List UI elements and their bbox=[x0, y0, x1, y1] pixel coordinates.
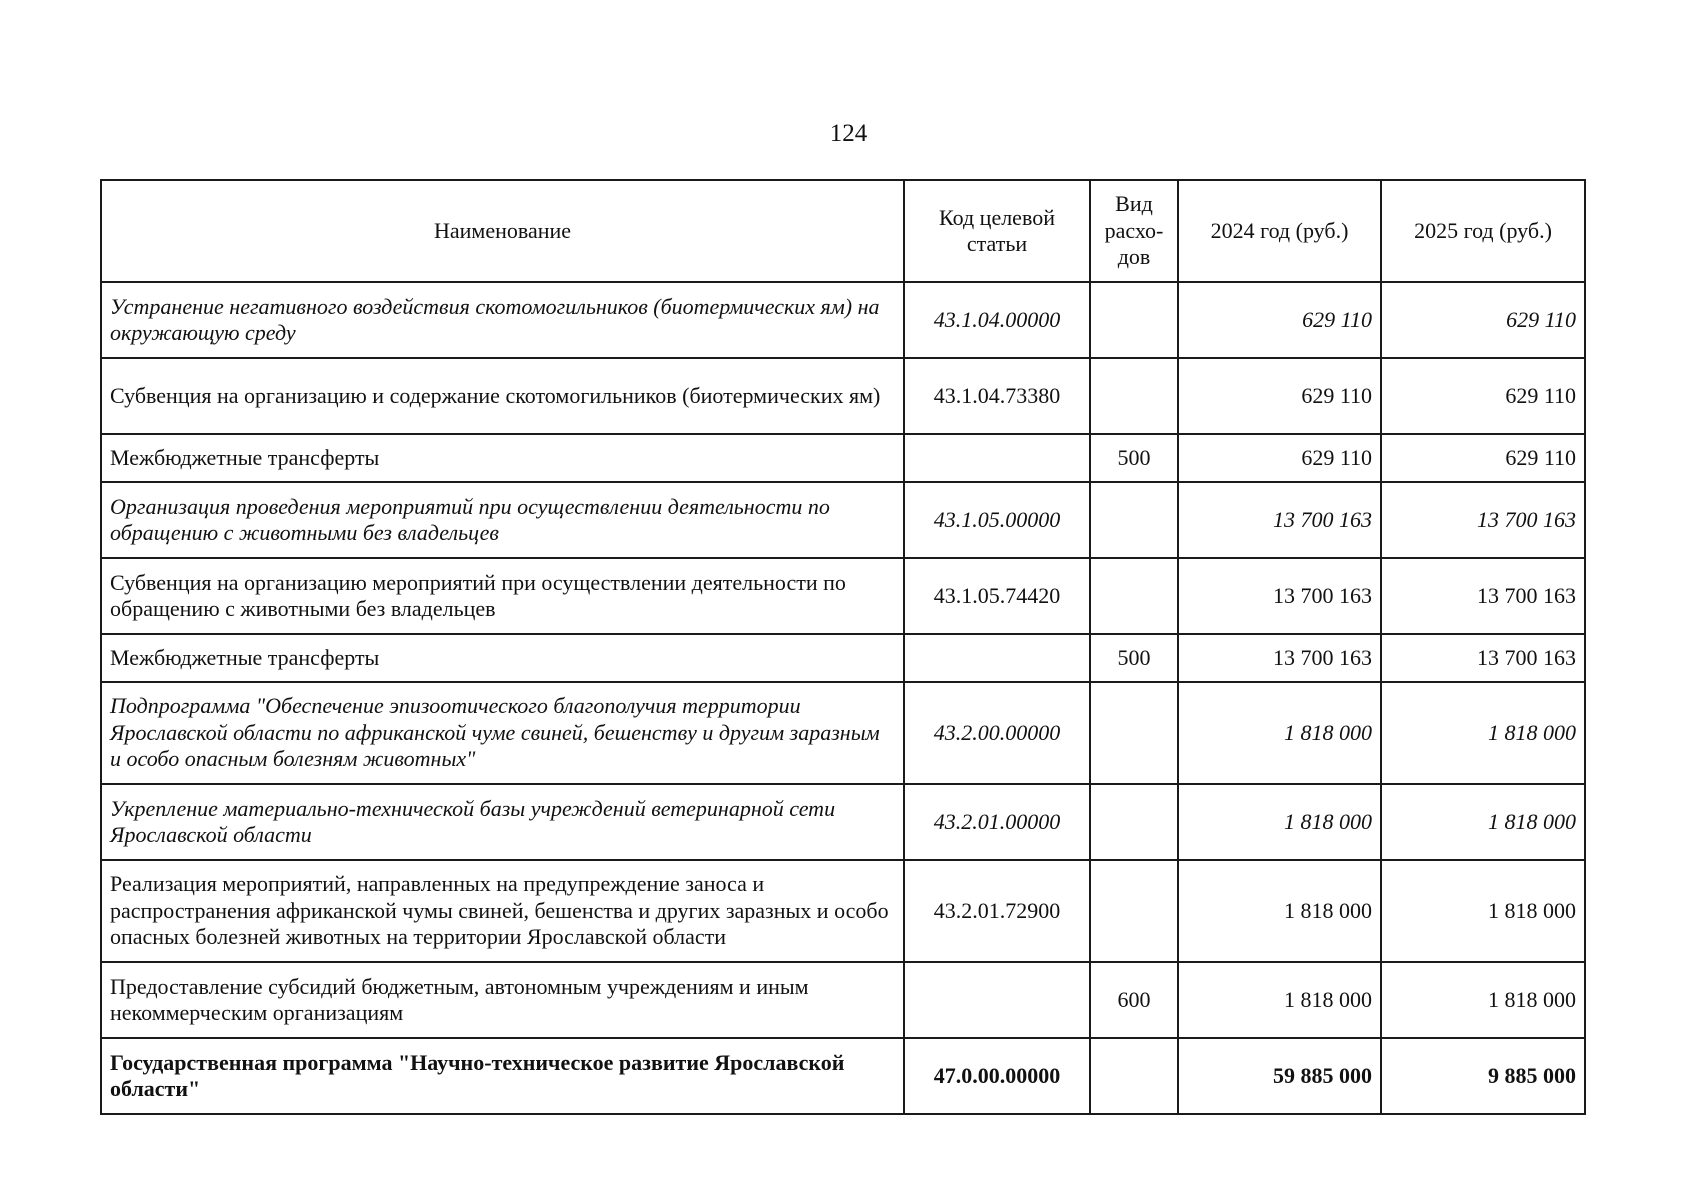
row-expense-type bbox=[1090, 1038, 1178, 1114]
row-amount-2025: 629 110 bbox=[1381, 434, 1585, 482]
row-amount-2025: 629 110 bbox=[1381, 282, 1585, 358]
table-row bbox=[101, 860, 1585, 962]
row-expense-type: 600 bbox=[1090, 962, 1178, 1038]
row-expense-type bbox=[1090, 682, 1178, 784]
row-amount-2025: 13 700 163 bbox=[1381, 558, 1585, 634]
row-amount-2025: 13 700 163 bbox=[1381, 482, 1585, 558]
row-name: Укрепление материально-технической базы учреждений ветеринарной сети Ярославской области bbox=[101, 784, 904, 860]
row-code bbox=[904, 634, 1090, 682]
row-amount-2024: 629 110 bbox=[1178, 282, 1381, 358]
row-code: 47.0.00.00000 bbox=[904, 1038, 1090, 1114]
row-code bbox=[904, 434, 1090, 482]
table-header-row bbox=[101, 180, 1585, 282]
row-expense-type: 500 bbox=[1090, 634, 1178, 682]
row-amount-2024: 1 818 000 bbox=[1178, 682, 1381, 784]
row-name: Устранение негативного воздействия скотомогильников (биотермических ям) на окружающую среду bbox=[101, 282, 904, 358]
row-expense-type bbox=[1090, 860, 1178, 962]
table-row bbox=[101, 482, 1585, 558]
row-name: Подпрограмма "Обеспечение эпизоотического благополучия территории Ярославской области по африканской чуме свиней, бешенству и другим заразным и особо опасным болезням животных" bbox=[101, 682, 904, 784]
table-row bbox=[101, 358, 1585, 434]
row-amount-2024: 13 700 163 bbox=[1178, 558, 1381, 634]
table-row bbox=[101, 962, 1585, 1038]
table-row bbox=[101, 558, 1585, 634]
row-expense-type bbox=[1090, 482, 1178, 558]
table-row bbox=[101, 682, 1585, 784]
row-expense-type: 500 bbox=[1090, 434, 1178, 482]
row-code bbox=[904, 962, 1090, 1038]
page-number: 124 bbox=[829, 120, 868, 147]
row-amount-2025: 9 885 000 bbox=[1381, 1038, 1585, 1114]
row-name: Реализация мероприятий, направленных на предупреждение заноса и распространения африканской чумы свиней, бешенства и других заразных и особо опасных болезней животных на территории Ярославской области bbox=[101, 860, 904, 962]
row-code: 43.1.04.73380 bbox=[904, 358, 1090, 434]
budget-table bbox=[100, 179, 1586, 1115]
row-code: 43.2.00.00000 bbox=[904, 682, 1090, 784]
row-expense-type bbox=[1090, 558, 1178, 634]
header-type: Вид расхо-дов bbox=[1090, 180, 1178, 282]
row-name: Государственная программа "Научно-техническое развитие Ярославской области" bbox=[101, 1038, 904, 1114]
row-code: 43.1.05.00000 bbox=[904, 482, 1090, 558]
table-row bbox=[101, 784, 1585, 860]
row-amount-2024: 1 818 000 bbox=[1178, 784, 1381, 860]
table-row bbox=[101, 434, 1585, 482]
row-expense-type bbox=[1090, 358, 1178, 434]
row-amount-2024: 13 700 163 bbox=[1178, 634, 1381, 682]
row-amount-2025: 1 818 000 bbox=[1381, 682, 1585, 784]
row-amount-2024: 1 818 000 bbox=[1178, 860, 1381, 962]
table-row bbox=[101, 282, 1585, 358]
row-code: 43.2.01.00000 bbox=[904, 784, 1090, 860]
row-name: Межбюджетные трансферты bbox=[101, 634, 904, 682]
row-name: Субвенция на организацию мероприятий при осуществлении деятельности по обращению с животными без владельцев bbox=[101, 558, 904, 634]
row-amount-2024: 629 110 bbox=[1178, 434, 1381, 482]
row-name: Межбюджетные трансферты bbox=[101, 434, 904, 482]
row-amount-2025: 1 818 000 bbox=[1381, 860, 1585, 962]
row-amount-2025: 629 110 bbox=[1381, 358, 1585, 434]
table-row bbox=[101, 1038, 1585, 1114]
row-amount-2024: 13 700 163 bbox=[1178, 482, 1381, 558]
header-code: Код целевой статьи bbox=[904, 180, 1090, 282]
row-name: Предоставление субсидий бюджетным, автономным учреждениям и иным некоммерческим организациям bbox=[101, 962, 904, 1038]
row-code: 43.1.05.74420 bbox=[904, 558, 1090, 634]
row-amount-2025: 13 700 163 bbox=[1381, 634, 1585, 682]
row-amount-2024: 1 818 000 bbox=[1178, 962, 1381, 1038]
header-name: Наименование bbox=[101, 180, 904, 282]
header-year-2025: 2025 год (руб.) bbox=[1381, 180, 1585, 282]
row-amount-2024: 59 885 000 bbox=[1178, 1038, 1381, 1114]
row-name: Организация проведения мероприятий при осуществлении деятельности по обращению с животными без владельцев bbox=[101, 482, 904, 558]
row-amount-2024: 629 110 bbox=[1178, 358, 1381, 434]
row-amount-2025: 1 818 000 bbox=[1381, 784, 1585, 860]
row-expense-type bbox=[1090, 784, 1178, 860]
row-code: 43.2.01.72900 bbox=[904, 860, 1090, 962]
row-amount-2025: 1 818 000 bbox=[1381, 962, 1585, 1038]
row-expense-type bbox=[1090, 282, 1178, 358]
row-name: Субвенция на организацию и содержание скотомогильников (биотермических ям) bbox=[101, 358, 904, 434]
table-row bbox=[101, 634, 1585, 682]
row-code: 43.1.04.00000 bbox=[904, 282, 1090, 358]
header-year-2024: 2024 год (руб.) bbox=[1178, 180, 1381, 282]
